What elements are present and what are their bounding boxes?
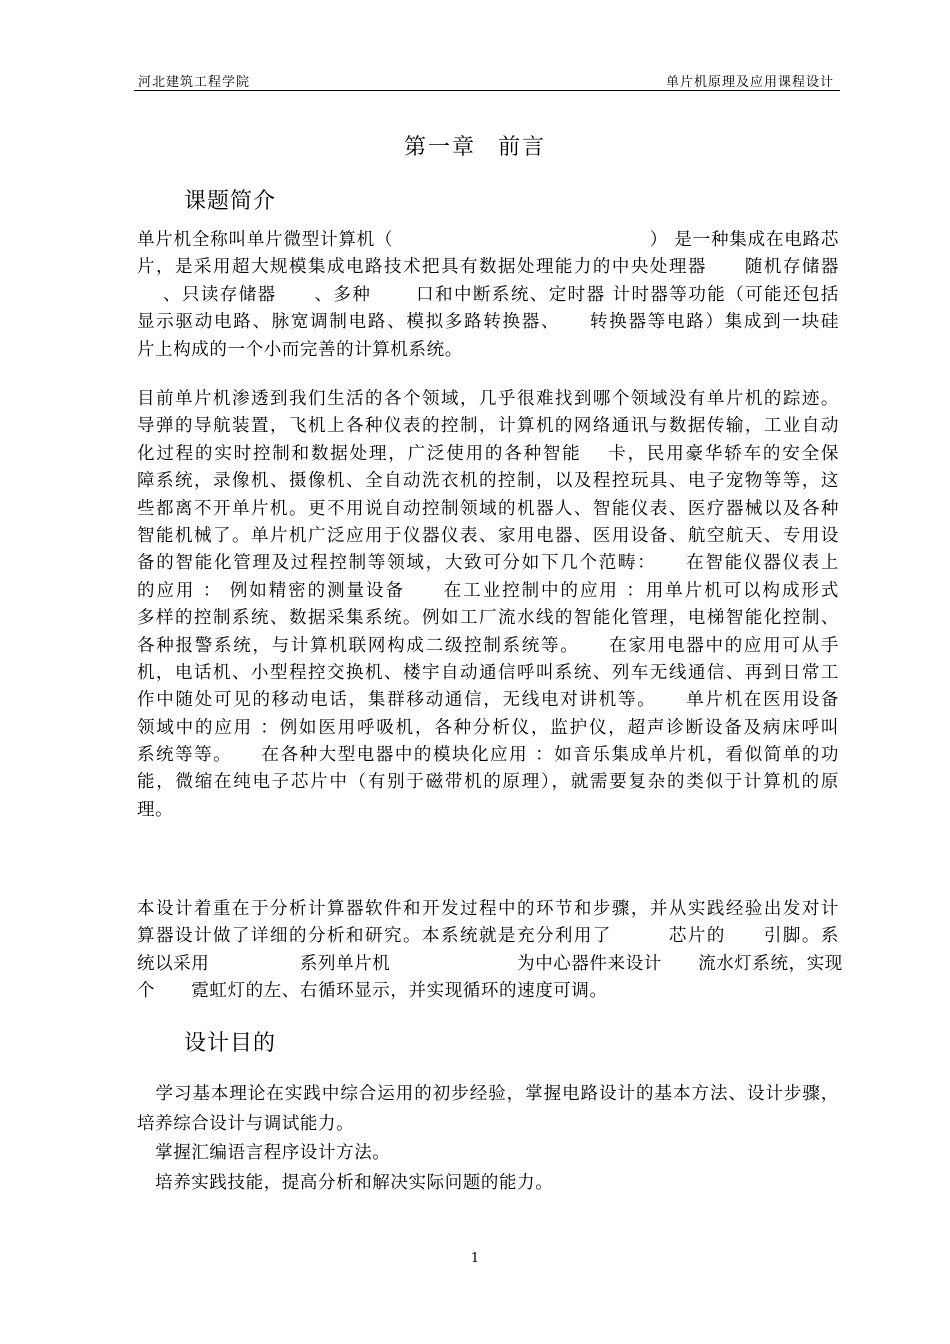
- paragraph-line: 理。: [137, 799, 174, 820]
- design-paragraph: [137, 896, 843, 1006]
- intro-paragraph: [137, 227, 839, 364]
- paragraph-line: 些都离不开单片机。更不用说自动控制领域的机器人、智能仪表、医疗器械以及各种: [137, 498, 839, 519]
- page-header: [134, 68, 840, 91]
- paragraph-line: 培养实践技能，提高分析和解决实际问题的能力。: [137, 1172, 554, 1193]
- paragraph-line: 的应用 ： 例如精密的测量设备 在工业控制中的应用 ：用单片机可以构成形式: [137, 580, 839, 601]
- paragraph-line: 机，电话机、小型程控交换机、楼宇自动通信呼叫系统、列车无线通信、再到日常工: [137, 662, 839, 683]
- paragraph-line: 能，微缩在纯电子芯片中（有别于磁带机的原理），就需要复杂的类似于计算机的原: [137, 772, 839, 793]
- paragraph-line: 各种报警系统，与计算机联网构成二级控制系统等。 在家用电器中的应用可从手: [137, 635, 839, 656]
- paragraph-line: 智能机械了。单片机广泛应用于仪器仪表、家用电器、医用设备、航空航天、专用设: [137, 525, 839, 546]
- paragraph-line: 、只读存储器 、多种 口和中断系统、定时器 计时器等功能（可能还包括: [137, 284, 839, 305]
- paragraph-line: 片，是采用超大规模集成电路技术把具有数据处理能力的中央处理器 随机存储器: [137, 257, 839, 278]
- chapter-title: 前言: [498, 135, 547, 160]
- paragraph-line: 系统等等。 在各种大型电器中的模块化应用 ：如音乐集成单片机，看似简单的功: [137, 745, 839, 766]
- paragraph-line: 障系统，录像机、摄像机、全自动洗衣机的控制，以及程控玩具、电子宠物等等，这: [137, 471, 839, 492]
- paragraph-line: 作中随处可见的移动电话，集群移动通信，无线电对讲机等。 单片机在医用设备: [137, 690, 839, 711]
- paragraph-line: 学习基本理论在实践中综合运用的初步经验，掌握电路设计的基本方法、设计步骤，: [137, 1084, 839, 1104]
- paragraph-line: 掌握汇编语言程序设计方法。: [137, 1143, 391, 1163]
- section-title-intro: 课题简介: [184, 189, 277, 214]
- paragraph-line: 备的智能化管理及过程控制等领域，大致可分如下几个范畴： 在智能仪器仪表上: [137, 553, 839, 574]
- paragraph-line: 算器设计做了详细的分析和研究。本系统就是充分利用了 芯片的 引脚。系: [137, 926, 839, 947]
- paragraph-line: 片上构成的一个小而完善的计算机系统。: [137, 339, 463, 360]
- paragraph-line: 单片机全称叫单片微型计算机（ ） 是一种集成在电路芯: [137, 230, 839, 250]
- header-school: 河北建筑工程学院: [138, 75, 251, 90]
- paragraph-line: 多样的控制系统、数据采集系统。例如工厂流水线的智能化管理，电梯智能化控制、: [137, 608, 839, 629]
- header-course: 单片机原理及应用课程设计: [665, 75, 834, 90]
- paragraph-line: 培养综合设计与调试能力。: [137, 1113, 355, 1134]
- paragraph-line: 本设计着重在于分析计算器软件和开发过程中的环节和步骤，并从实践经验出发对计: [137, 899, 839, 919]
- purpose-paragraph: [137, 1080, 839, 1198]
- paragraph-line: 导弹的导航装置，飞机上各种仪表的控制，计算机的网络通讯与数据传输，工业自动: [137, 416, 839, 437]
- paragraph-line: 领域中的应用 ：例如医用呼吸机，各种分析仪，监护仪，超声诊断设备及病床呼叫: [137, 717, 839, 738]
- paragraph-line: 统以采用 系列单片机 为中心器件来设计 流水灯系统，实现: [137, 953, 843, 974]
- application-paragraph: [137, 386, 839, 824]
- chapter-number: 第一章: [403, 135, 476, 160]
- page-number: 1: [470, 1251, 480, 1266]
- paragraph-line: 个 霓虹灯的左、右循环显示，并实现循环的速度可调。: [137, 981, 608, 1002]
- chapter-heading: [0, 130, 950, 161]
- section-title-purpose: 设计目的: [184, 1031, 277, 1056]
- paragraph-line: 目前单片机渗透到我们生活的各个领域，几乎很难找到哪个领域没有单片机的踪迹。: [137, 389, 839, 409]
- paragraph-line: 化过程的实时控制和数据处理，广泛使用的各种智能 卡，民用豪华轿车的安全保: [137, 443, 839, 464]
- paragraph-line: 显示驱动电路、脉宽调制电路、模拟多路转换器、 转换器等电路）集成到一块硅: [137, 312, 839, 333]
